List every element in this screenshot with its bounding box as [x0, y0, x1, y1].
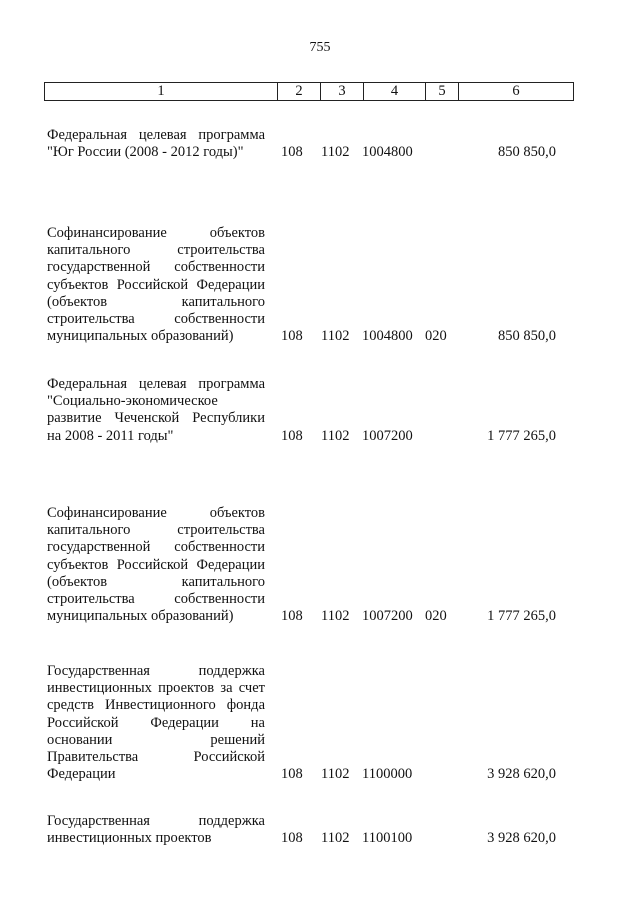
- cell-c3: 1102: [321, 328, 350, 345]
- description-line: Федерации: [47, 766, 116, 783]
- description-line: "Юг России (2008 - 2012 годы)": [47, 144, 244, 161]
- page-number: 755: [309, 40, 331, 55]
- description-line: строительства собственности: [47, 310, 265, 327]
- description-line: муниципальных образований): [47, 608, 234, 625]
- cell-c3: 1102: [321, 144, 350, 161]
- cell-c5: 020: [425, 328, 447, 345]
- description-line: капитального строительства: [47, 242, 265, 259]
- description-line: Государственная поддержка: [47, 663, 265, 679]
- description-line: Федеральная целевая программа: [47, 376, 265, 392]
- description-line: Софинансирование объектов: [47, 225, 265, 241]
- cell-c6: 850 850,0: [498, 328, 556, 345]
- header-col-1: 1: [157, 83, 165, 99]
- description-line: Федеральная целевая программа: [47, 127, 265, 143]
- row-description: [47, 225, 265, 345]
- cell-c3: 1102: [321, 830, 350, 847]
- description-line: (объектов капитального: [47, 293, 265, 310]
- description-line: основании решений: [47, 731, 265, 748]
- cell-c3: 1102: [321, 766, 350, 783]
- description-line: государственной собственности: [47, 539, 265, 556]
- description-line: Софинансирование объектов: [47, 505, 265, 521]
- description-line: инвестиционных проектов: [47, 830, 212, 847]
- cell-c4: 1100000: [362, 766, 413, 783]
- description-line: Государственная поддержка: [47, 813, 265, 829]
- description-line: на 2008 - 2011 годы": [47, 427, 174, 444]
- cell-c2: 108: [281, 328, 303, 345]
- description-line: инвестиционных проектов за счет: [47, 680, 265, 697]
- cell-c6: 1 777 265,0: [487, 608, 556, 625]
- header-col-3: 3: [320, 83, 363, 100]
- description-line: строительства собственности: [47, 590, 265, 607]
- row-description: [47, 813, 265, 847]
- description-line: Российской Федерации на: [47, 714, 265, 731]
- cell-c2: 108: [281, 766, 303, 783]
- row-description: [47, 127, 265, 161]
- cell-c6: 1 777 265,0: [487, 427, 556, 444]
- description-line: (объектов капитального: [47, 573, 265, 590]
- header-col-4: 4: [363, 83, 425, 100]
- header-col-5: 5: [425, 83, 458, 100]
- description-line: "Социально-экономическое: [47, 393, 218, 410]
- cell-c2: 108: [281, 830, 303, 847]
- description-line: субъектов Российской Федерации: [47, 556, 265, 573]
- cell-c4: 1004800: [362, 144, 413, 161]
- header-col-2: 2: [277, 83, 320, 100]
- row-description: [47, 376, 265, 445]
- cell-c4: 1007200: [362, 427, 413, 444]
- cell-c2: 108: [281, 608, 303, 625]
- description-line: субъектов Российской Федерации: [47, 276, 265, 293]
- cell-c6: 3 928 620,0: [487, 766, 556, 783]
- description-line: государственной собственности: [47, 259, 265, 276]
- description-line: капитального строительства: [47, 522, 265, 539]
- table-header: [44, 82, 574, 101]
- row-description: [47, 505, 265, 625]
- description-line: муниципальных образований): [47, 328, 234, 345]
- cell-c2: 108: [281, 427, 303, 444]
- description-line: Правительства Российской: [47, 748, 265, 765]
- description-line: развитие Чеченской Республики: [47, 410, 265, 427]
- cell-c3: 1102: [321, 427, 350, 444]
- description-line: средств Инвестиционного фонда: [47, 697, 265, 714]
- cell-c6: 3 928 620,0: [487, 830, 556, 847]
- cell-c4: 1100100: [362, 830, 413, 847]
- cell-c6: 850 850,0: [498, 144, 556, 161]
- row-description: [47, 663, 265, 783]
- cell-c5: 020: [425, 608, 447, 625]
- cell-c3: 1102: [321, 608, 350, 625]
- cell-c2: 108: [281, 144, 303, 161]
- cell-c4: 1004800: [362, 328, 413, 345]
- cell-c4: 1007200: [362, 608, 413, 625]
- header-col-6: 6: [458, 83, 573, 100]
